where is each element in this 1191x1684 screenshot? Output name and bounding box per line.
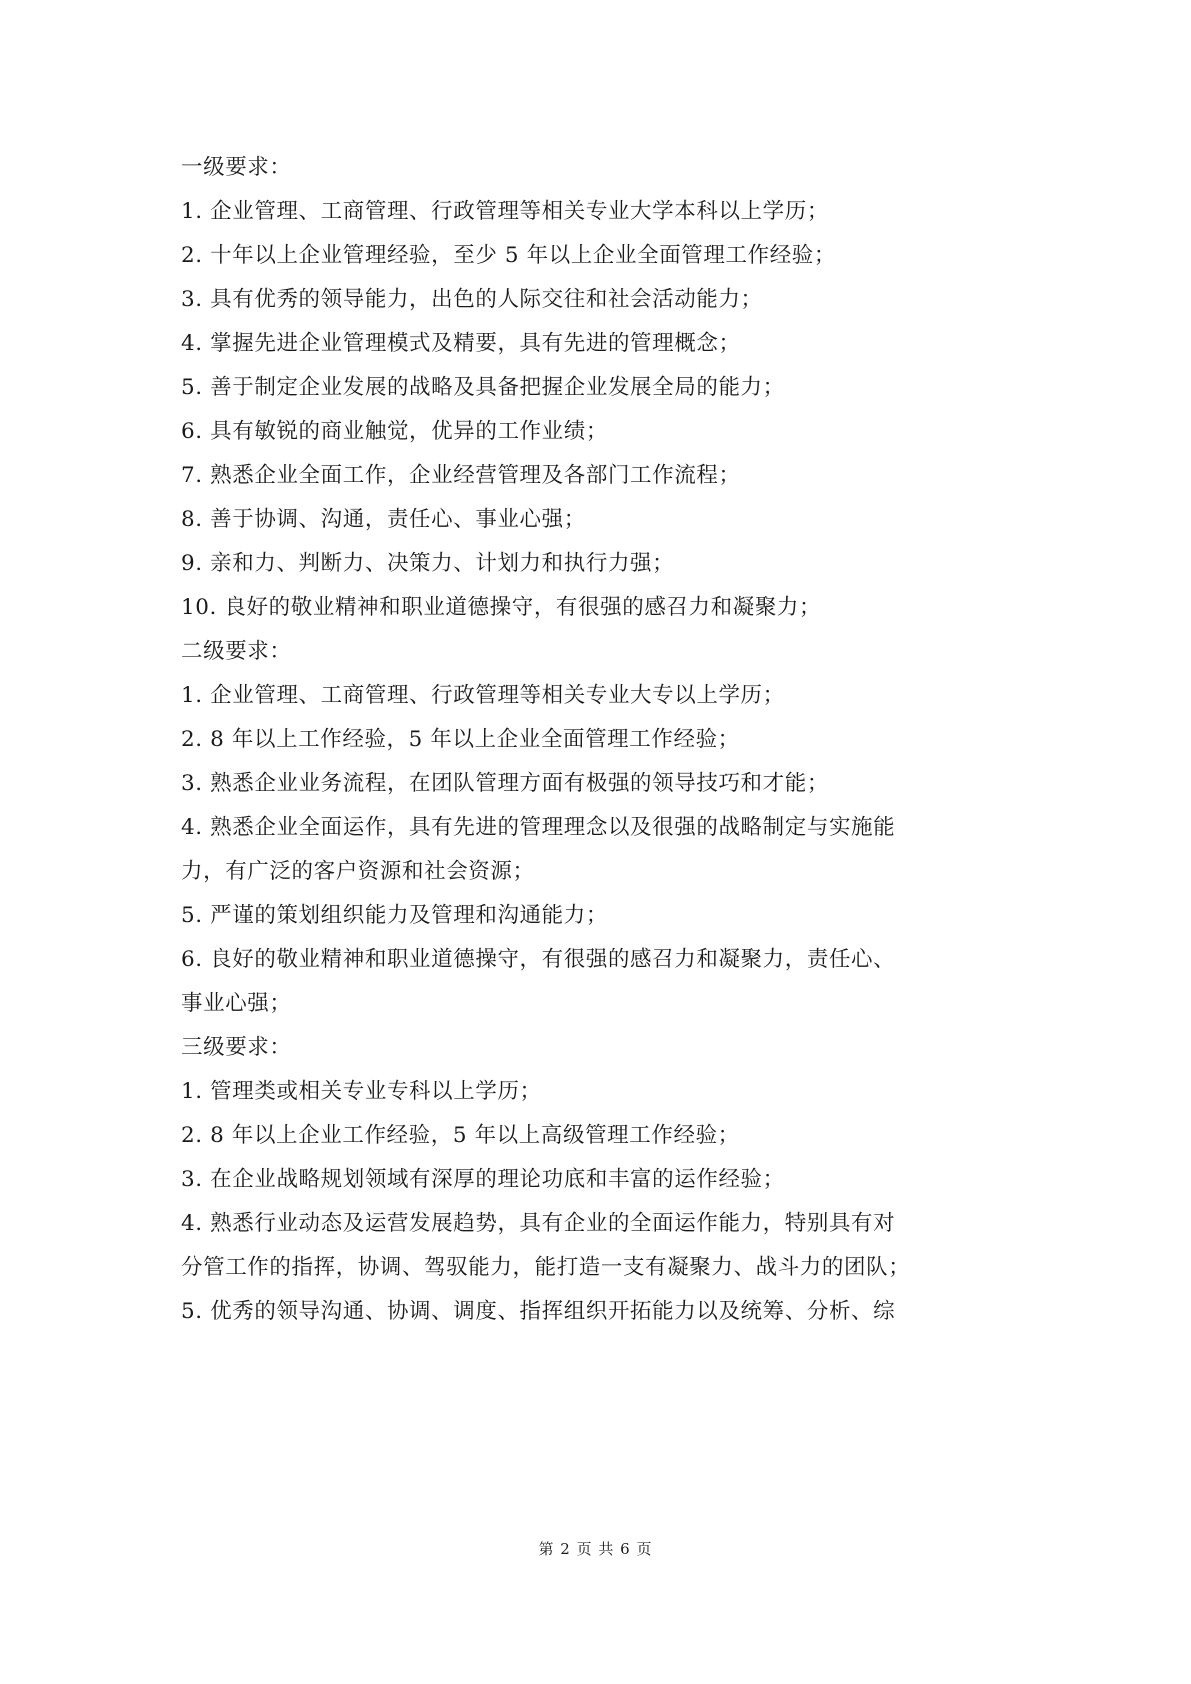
text-line: 10. 良好的敬业精神和职业道德操守，有很强的感召力和凝聚力； bbox=[181, 595, 822, 620]
section-heading-level-2: 二级要求： bbox=[181, 639, 292, 664]
text-line: 6. 良好的敬业精神和职业道德操守，有很强的感召力和凝聚力，责任心、 bbox=[181, 947, 896, 972]
document-body bbox=[181, 146, 1021, 1334]
text-line: 4. 熟悉企业全面运作，具有先进的管理理念以及很强的战略制定与实施能 bbox=[181, 815, 896, 840]
page-number-footer: 第 2 页 共 6 页 bbox=[538, 1540, 653, 1558]
text-line: 5. 善于制定企业发展的战略及具备把握企业发展全局的能力； bbox=[181, 375, 785, 400]
text-line: 3. 在企业战略规划领域有深厚的理论功底和丰富的运作经验； bbox=[181, 1167, 785, 1192]
text-line: 1. 管理类或相关专业专科以上学历； bbox=[181, 1079, 542, 1104]
text-line: 8. 善于协调、沟通，责任心、事业心强； bbox=[181, 507, 586, 532]
text-line: 3. 具有优秀的领导能力，出色的人际交往和社会活动能力； bbox=[181, 287, 763, 312]
text-line: 4. 熟悉行业动态及运营发展趋势，具有企业的全面运作能力，特别具有对 bbox=[181, 1211, 896, 1236]
text-line: 5. 严谨的策划组织能力及管理和沟通能力； bbox=[181, 903, 608, 928]
text-line: 4. 掌握先进企业管理模式及精要，具有先进的管理概念； bbox=[181, 331, 741, 356]
text-line: 分管工作的指挥，协调、驾驭能力，能打造一支有凝聚力、战斗力的团队； bbox=[181, 1255, 911, 1280]
text-line: 2. 十年以上企业管理经验，至少 5 年以上企业全面管理工作经验； bbox=[181, 243, 836, 268]
text-line: 事业心强； bbox=[181, 991, 292, 1016]
section-heading-level-1: 一级要求： bbox=[181, 155, 292, 180]
section-heading-level-3: 三级要求： bbox=[181, 1035, 292, 1060]
text-line: 1. 企业管理、工商管理、行政管理等相关专业大专以上学历； bbox=[181, 683, 785, 708]
text-line: 力，有广泛的客户资源和社会资源； bbox=[181, 859, 535, 884]
text-line: 9. 亲和力、判断力、决策力、计划力和执行力强； bbox=[181, 551, 675, 576]
text-line: 2. 8 年以上工作经验，5 年以上企业全面管理工作经验； bbox=[181, 727, 740, 752]
text-line: 5. 优秀的领导沟通、协调、调度、指挥组织开拓能力以及统筹、分析、综 bbox=[181, 1299, 896, 1324]
text-line: 1. 企业管理、工商管理、行政管理等相关专业大学本科以上学历； bbox=[181, 199, 829, 224]
text-line: 3. 熟悉企业业务流程，在团队管理方面有极强的领导技巧和才能； bbox=[181, 771, 829, 796]
text-line: 7. 熟悉企业全面工作，企业经营管理及各部门工作流程； bbox=[181, 463, 741, 488]
text-line: 2. 8 年以上企业工作经验，5 年以上高级管理工作经验； bbox=[181, 1123, 740, 1148]
text-line: 6. 具有敏锐的商业触觉，优异的工作业绩； bbox=[181, 419, 608, 444]
